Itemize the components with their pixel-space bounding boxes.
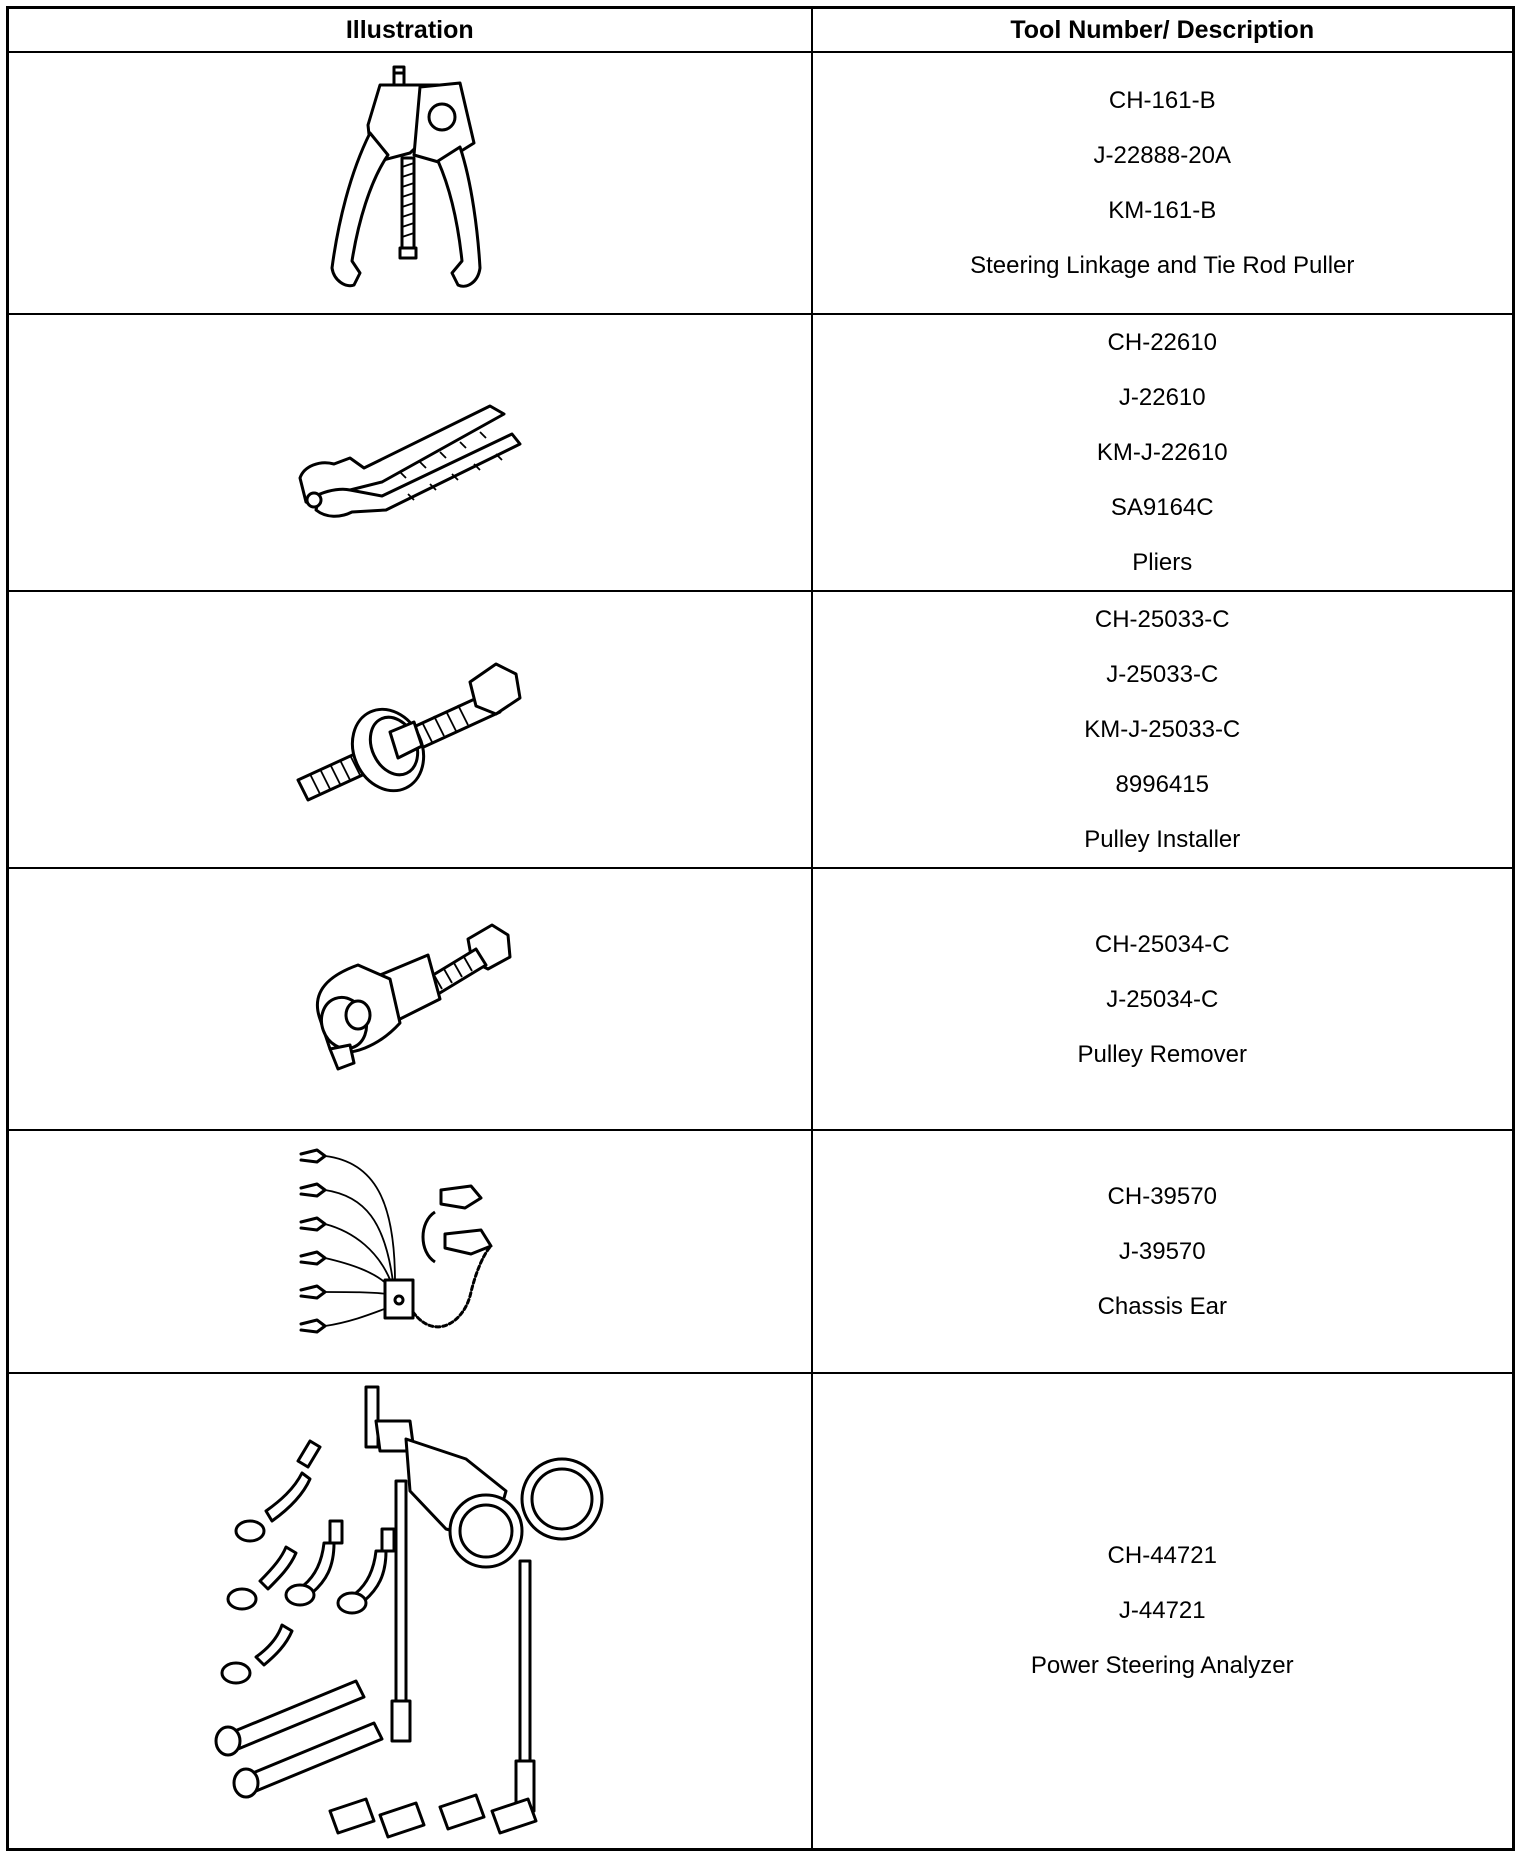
illustration-cell bbox=[8, 52, 812, 314]
table-row bbox=[8, 314, 1514, 591]
pulley-remover-icon bbox=[300, 919, 520, 1079]
tool-number: J-25033-C bbox=[1106, 661, 1219, 688]
tool-number: CH-25034-C bbox=[1094, 930, 1230, 958]
pliers-icon bbox=[290, 378, 530, 528]
description-cell bbox=[812, 1130, 1514, 1373]
illustration-column-header: Illustration bbox=[8, 8, 812, 53]
tool-description: Pulley Installer bbox=[1084, 826, 1241, 853]
tool-number: KM-J-25033-C bbox=[1084, 716, 1241, 743]
tool-number: J-22610 bbox=[1118, 384, 1206, 411]
tool-number: CH-22610 bbox=[1107, 329, 1217, 356]
tool-number: 8996415 bbox=[1115, 771, 1209, 798]
header-row bbox=[8, 8, 1514, 53]
chassis-ear-icon bbox=[295, 1142, 525, 1362]
illustration-cell bbox=[8, 1130, 812, 1373]
tool-number: CH-161-B bbox=[1108, 87, 1216, 114]
tool-number: KM-161-B bbox=[1108, 197, 1217, 224]
table-row bbox=[8, 1130, 1514, 1373]
description-cell bbox=[812, 591, 1514, 868]
special-tools-table bbox=[6, 6, 1515, 1851]
tool-number: SA9164C bbox=[1110, 494, 1214, 521]
tie-rod-puller-icon bbox=[310, 63, 510, 303]
table-row bbox=[8, 868, 1514, 1130]
tool-description: Pliers bbox=[1132, 549, 1193, 576]
tool-number: CH-44721 bbox=[1107, 1542, 1217, 1570]
tool-description: Chassis Ear bbox=[1097, 1293, 1227, 1320]
illustration-cell bbox=[8, 868, 812, 1130]
tool-description: Power Steering Analyzer bbox=[1030, 1652, 1294, 1680]
table-row bbox=[8, 52, 1514, 314]
description-cell bbox=[812, 52, 1514, 314]
tool-description: Steering Linkage and Tie Rod Puller bbox=[970, 252, 1355, 279]
description-cell bbox=[812, 1373, 1514, 1849]
tool-number: J-44721 bbox=[1118, 1597, 1206, 1625]
illustration-cell bbox=[8, 591, 812, 868]
illustration-cell bbox=[8, 314, 812, 591]
tool-number: KM-J-22610 bbox=[1096, 439, 1228, 466]
tool-number: J-25034-C bbox=[1106, 985, 1219, 1013]
tool-number: J-22888-20A bbox=[1093, 142, 1231, 169]
tool-description: Pulley Remover bbox=[1077, 1040, 1247, 1068]
tool-number: CH-25033-C bbox=[1094, 606, 1230, 633]
power-steering-analyzer-icon bbox=[170, 1381, 650, 1841]
tool-number: CH-39570 bbox=[1107, 1183, 1217, 1210]
tool-number: J-39570 bbox=[1118, 1238, 1206, 1265]
description-cell bbox=[812, 868, 1514, 1130]
table-row bbox=[8, 591, 1514, 868]
table-row bbox=[8, 1373, 1514, 1849]
illustration-cell bbox=[8, 1373, 812, 1849]
pulley-installer-icon bbox=[290, 650, 530, 810]
description-column-header: Tool Number/ Description bbox=[812, 8, 1514, 53]
description-cell bbox=[812, 314, 1514, 591]
